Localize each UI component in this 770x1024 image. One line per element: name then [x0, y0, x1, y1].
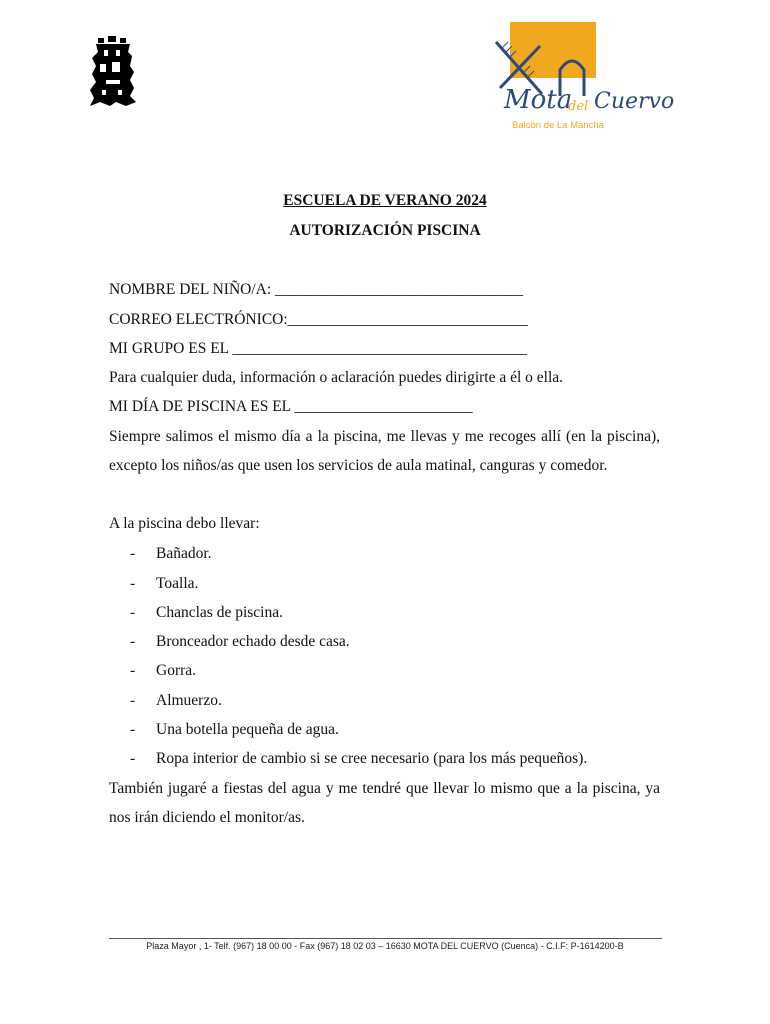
list-item: Bañador. [156, 545, 212, 562]
email-field: CORREO ELECTRÓNICO:_______________________________ [109, 311, 528, 328]
list-intro: A la piscina debo llevar: [109, 515, 260, 532]
list-bullet: - [130, 575, 136, 592]
list-bullet: - [130, 721, 136, 738]
pickup-paragraph: Siempre salimos el mismo día a la piscina, me llevas y me recoges allí (en la piscina), excepto los niños/as que usen los servicios de aula matinal, canguras y comedor. [109, 428, 660, 474]
list-item: Bronceador echado desde casa. [156, 633, 350, 650]
list-bullet: - [130, 662, 136, 679]
list-item: Chanclas de piscina. [156, 604, 283, 621]
list-bullet: - [130, 750, 136, 767]
logo-name-mota: Mota [504, 85, 573, 115]
list-item: Una botella pequeña de agua. [156, 721, 339, 738]
list-item: Almuerzo. [156, 692, 222, 709]
list-item: Ropa interior de cambio si se cree necesario (para los más pequeños). [156, 750, 588, 767]
group-field: MI GRUPO ES EL ______________________________________ [109, 340, 527, 357]
child-name-field: NOMBRE DEL NIÑO/A: ________________________________ [109, 281, 524, 298]
list-item: Gorra. [156, 662, 197, 679]
list-bullet: - [130, 692, 136, 709]
document-title: ESCUELA DE VERANO 2024 [283, 192, 487, 209]
logo-tagline: Balcón de La Mancha [512, 120, 604, 131]
list-bullet: - [130, 545, 136, 562]
mota-del-cuervo-logo [490, 22, 676, 134]
municipal-crest-icon [86, 36, 140, 108]
logo-name-cuervo: Cuervo [594, 89, 675, 114]
footer-address: Plaza Mayor , 1- Telf. (967) 18 00 00 - Fax (967) 18 02 03 – 16630 MOTA DEL CUERVO (Cuenca) - C.I.F: P-1614200-B [146, 941, 624, 951]
list-bullet: - [130, 604, 136, 621]
list-bullet: - [130, 633, 136, 650]
contact-note: Para cualquier duda, información o aclaración puedes dirigirte a él o ella. [109, 369, 564, 386]
footer-divider [109, 938, 662, 939]
document-subtitle: AUTORIZACIÓN PISCINA [289, 222, 481, 239]
logo-name-del: del [568, 99, 589, 114]
list-item: Toalla. [156, 575, 199, 592]
pool-day-field: MI DÍA DE PISCINA ES EL _______________________ [109, 398, 473, 415]
water-party-paragraph: También jugaré a fiestas del agua y me tendré que llevar lo mismo que a la piscina, ya nos irán diciendo el monitor/as. [109, 780, 660, 826]
